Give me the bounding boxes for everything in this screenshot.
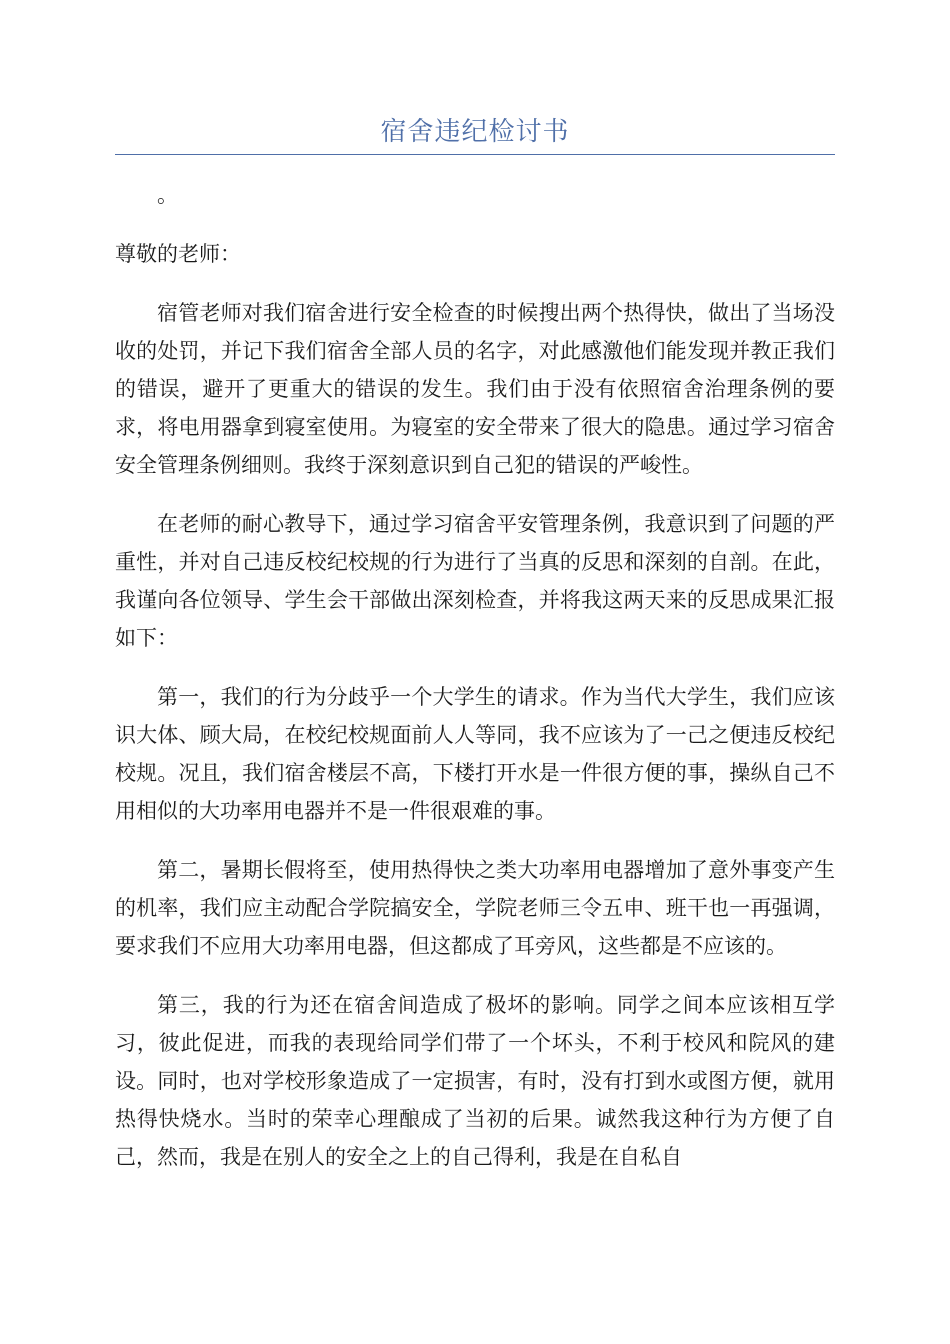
document-title: 宿舍违纪检讨书 xyxy=(380,117,570,147)
paragraph-3: 第一，我们的行为分歧乎一个大学生的请求。作为当代大学生，我们应该识大体、顾大局，在校纪校规面前人人等同，我不应该为了一己之便违反校纪校规。况且，我们宿舍楼层不高，下楼打开水是一件很方便的事，操纵自己不用相似的大功率用电器并不是一件很艰难的事。 xyxy=(115,685,835,823)
title-underline xyxy=(115,154,835,155)
paragraph-5: 第三，我的行为还在宿舍间造成了极坏的影响。同学之间本应该相互学习，彼此促进，而我的表现给同学们带了一个坏头，不利于校风和院风的建设。同时，也对学校形象造成了一定损害，有时，没有打到水或图方便，就用热得快烧水。当时的荣幸心理酿成了当初的后果。诚然我这种行为方便了自己，然而，我是在别人的安全之上的自己得利，我是在自私自 xyxy=(115,993,835,1169)
stray-punctuation: 。 xyxy=(157,183,178,207)
paragraph-4: 第二，暑期长假将至，使用热得快之类大功率用电器增加了意外事变产生的机率，我们应主动配合学院搞安全，学院老师三令五申、班干也一再强调，要求我们不应用大功率用电器，但这都成了耳旁风，这些都是不应该的。 xyxy=(115,858,835,958)
paragraph-1: 宿管老师对我们宿舍进行安全检查的时候搜出两个热得快，做出了当场没收的处罚，并记下我们宿舍全部人员的名字，对此感激他们能发现并教正我们的错误，避开了更重大的错误的发生。我们由于没有依照宿舍治理条例的要求，将电用器拿到寝室使用。为寝室的安全带来了很大的隐患。通过学习宿舍安全管理条例细则。我终于深刻意识到自己犯的错误的严峻性。 xyxy=(115,301,835,477)
salutation: 尊敬的老师： xyxy=(115,242,241,266)
paragraph-2: 在老师的耐心教导下，通过学习宿舍平安管理条例，我意识到了问题的严重性，并对自己违反校纪校规的行为进行了当真的反思和深刻的自剖。在此，我谨向各位领导、学生会干部做出深刻检查，并将我这两天来的反思成果汇报如下： xyxy=(115,512,835,650)
document-body xyxy=(115,176,835,1197)
